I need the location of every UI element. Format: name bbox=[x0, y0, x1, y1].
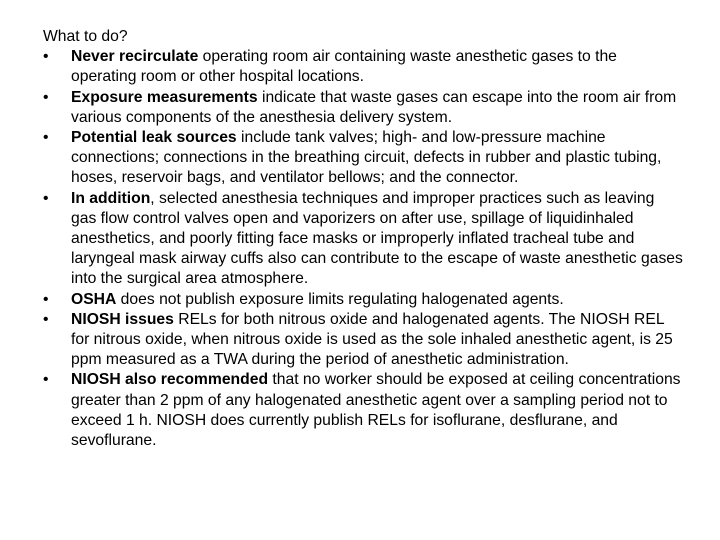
bullet-lead: In addition bbox=[71, 189, 151, 207]
bullet-lead: NIOSH also recommended bbox=[71, 371, 269, 389]
slide-body bbox=[43, 27, 683, 451]
bullet-item bbox=[43, 310, 683, 371]
bullet-icon: • bbox=[43, 290, 49, 308]
bullet-text: RELs for both nitrous oxide and halogenated agents. The NIOSH REL for nitrous oxide, when nitrous oxide is used as the sole inhaled anesthetic agent, is 25 ppm measured as a TWA during the period of anesthetic administration. bbox=[71, 310, 673, 369]
bullet-lead: NIOSH issues bbox=[71, 310, 174, 328]
bullet-item bbox=[43, 189, 683, 290]
bullet-icon: • bbox=[43, 88, 49, 106]
bullet-text: indicate that waste gases can escape into the room air from various components of the anesthesia delivery system. bbox=[71, 88, 677, 126]
bullet-text: include tank valves; high- and low-pressure machine connections; connections in the breathing circuit, defects in rubber and plastic tubing, hoses, reservoir bags, and ventilator bellows; and the connector. bbox=[71, 129, 662, 187]
bullet-lead: Exposure measurements bbox=[71, 88, 258, 106]
bullet-lead: Never recirculate bbox=[71, 48, 199, 66]
bullet-lead: OSHA bbox=[71, 290, 117, 308]
bullet-text: , selected anesthesia techniques and improper practices such as leaving gas flow control valves open and vaporizers on after use, spillage of liquidinhaled anesthetics, and poorly fitting face masks or improperly inflated tracheal tube and laryngeal mask airway cuffs also can contribute to the escape of waste anesthetic gases into the surgical area atmosphere. bbox=[71, 189, 683, 288]
bullet-item bbox=[43, 88, 683, 128]
bullet-item bbox=[43, 290, 683, 310]
bullet-lead: Potential leak sources bbox=[71, 129, 237, 147]
bullet-item bbox=[43, 47, 683, 87]
bullet-icon: • bbox=[43, 129, 49, 147]
bullet-item bbox=[43, 370, 683, 451]
bullet-icon: • bbox=[43, 371, 49, 389]
slide-title: What to do? bbox=[43, 28, 128, 45]
bullet-icon: • bbox=[43, 189, 49, 207]
bullet-icon: • bbox=[43, 48, 49, 66]
bullet-icon: • bbox=[43, 310, 49, 328]
bullet-item bbox=[43, 128, 683, 189]
bullet-list bbox=[43, 47, 683, 451]
bullet-text: operating room air containing waste anesthetic gases to the operating room or other hospital locations. bbox=[71, 48, 617, 86]
bullet-text: does not publish exposure limits regulating halogenated agents. bbox=[116, 290, 564, 308]
bullet-text: that no worker should be exposed at ceiling concentrations greater than 2 ppm of any halogenated anesthetic agent over a sampling period not to exceed 1 h. NIOSH does currently publish RELs for isoflurane, desflurane, and sevoflurane. bbox=[71, 371, 681, 450]
